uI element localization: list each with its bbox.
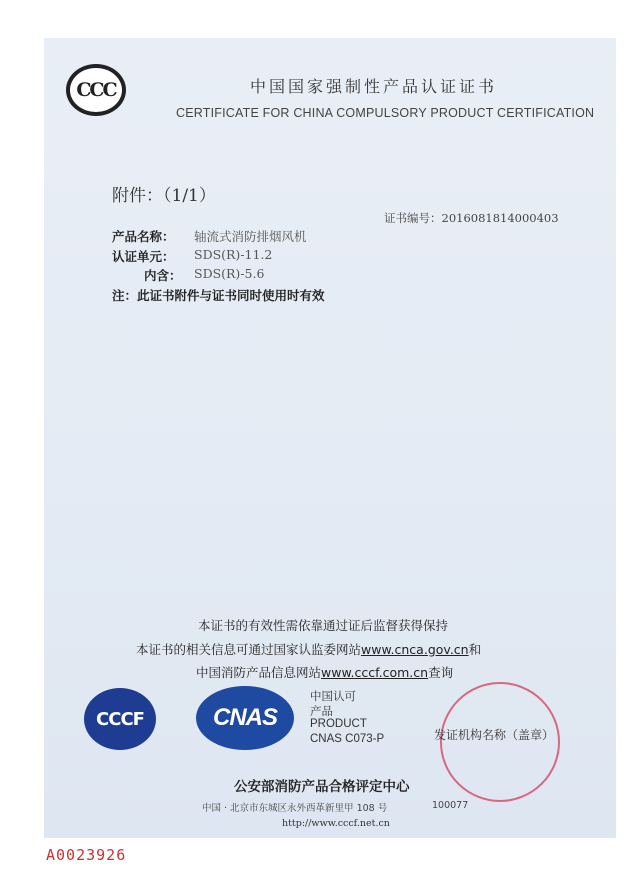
validity-note: 注：此证书附件与证书同时使用时有效: [112, 288, 325, 303]
ccc-logo: CCC: [66, 64, 126, 116]
serial-number: A0023926: [46, 846, 127, 864]
unit-label: 认证单元：: [112, 249, 175, 264]
cnas-line: PRODUCT: [310, 718, 367, 730]
unit-value: SDS(R)-11.2: [194, 247, 273, 262]
cnas-line: 中国认可: [310, 691, 356, 703]
certificate-number: 证书编号：2016081814000403: [384, 211, 559, 225]
certificate-title-cn: 中国国家强制性产品认证证书: [250, 77, 498, 96]
cnas-line: CNAS C073-P: [310, 733, 385, 745]
content-value: SDS(R)-5.6: [194, 266, 265, 281]
footer-line-2: [136, 640, 481, 658]
organization-address: 中国 · 北京市东城区永外西革新里甲 108 号: [202, 803, 388, 814]
issuing-organization: 公安部消防产品合格评定中心: [234, 779, 410, 795]
cccf-logo: CCCF: [84, 688, 156, 750]
content-label: 内含：: [144, 268, 182, 283]
organization-url[interactable]: http://www.cccf.net.cn: [282, 818, 390, 829]
issuing-authority-label: 发证机构名称（盖章）: [434, 728, 555, 742]
cnca-link[interactable]: www.cnca.gov.cn: [361, 642, 469, 657]
footer-line-2-suffix: 和: [468, 642, 482, 657]
cccf-link[interactable]: www.cccf.com.cn: [321, 665, 429, 680]
postcode: 100077: [432, 800, 469, 811]
footer-line-3-suffix: 查询: [428, 665, 454, 680]
footer-line-3-text: 中国消防产品信息网站: [196, 665, 322, 680]
attachment-label: 附件：（1/1）: [112, 186, 216, 206]
product-name-label: 产品名称：: [112, 229, 175, 244]
footer-line-3: [196, 663, 453, 681]
cnas-line: 产品: [310, 706, 333, 718]
product-name-value: 轴流式消防排烟风机: [194, 229, 307, 244]
certificate-title-en: CERTIFICATE FOR CHINA COMPULSORY PRODUCT CERTIFICATION: [176, 106, 595, 120]
footer-line-1: 本证书的有效性需依靠通过证后监督获得保持: [198, 618, 449, 633]
cnas-logo: CNAS: [196, 686, 294, 750]
footer-line-2-text: 本证书的相关信息可通过国家认监委网站: [136, 642, 362, 657]
